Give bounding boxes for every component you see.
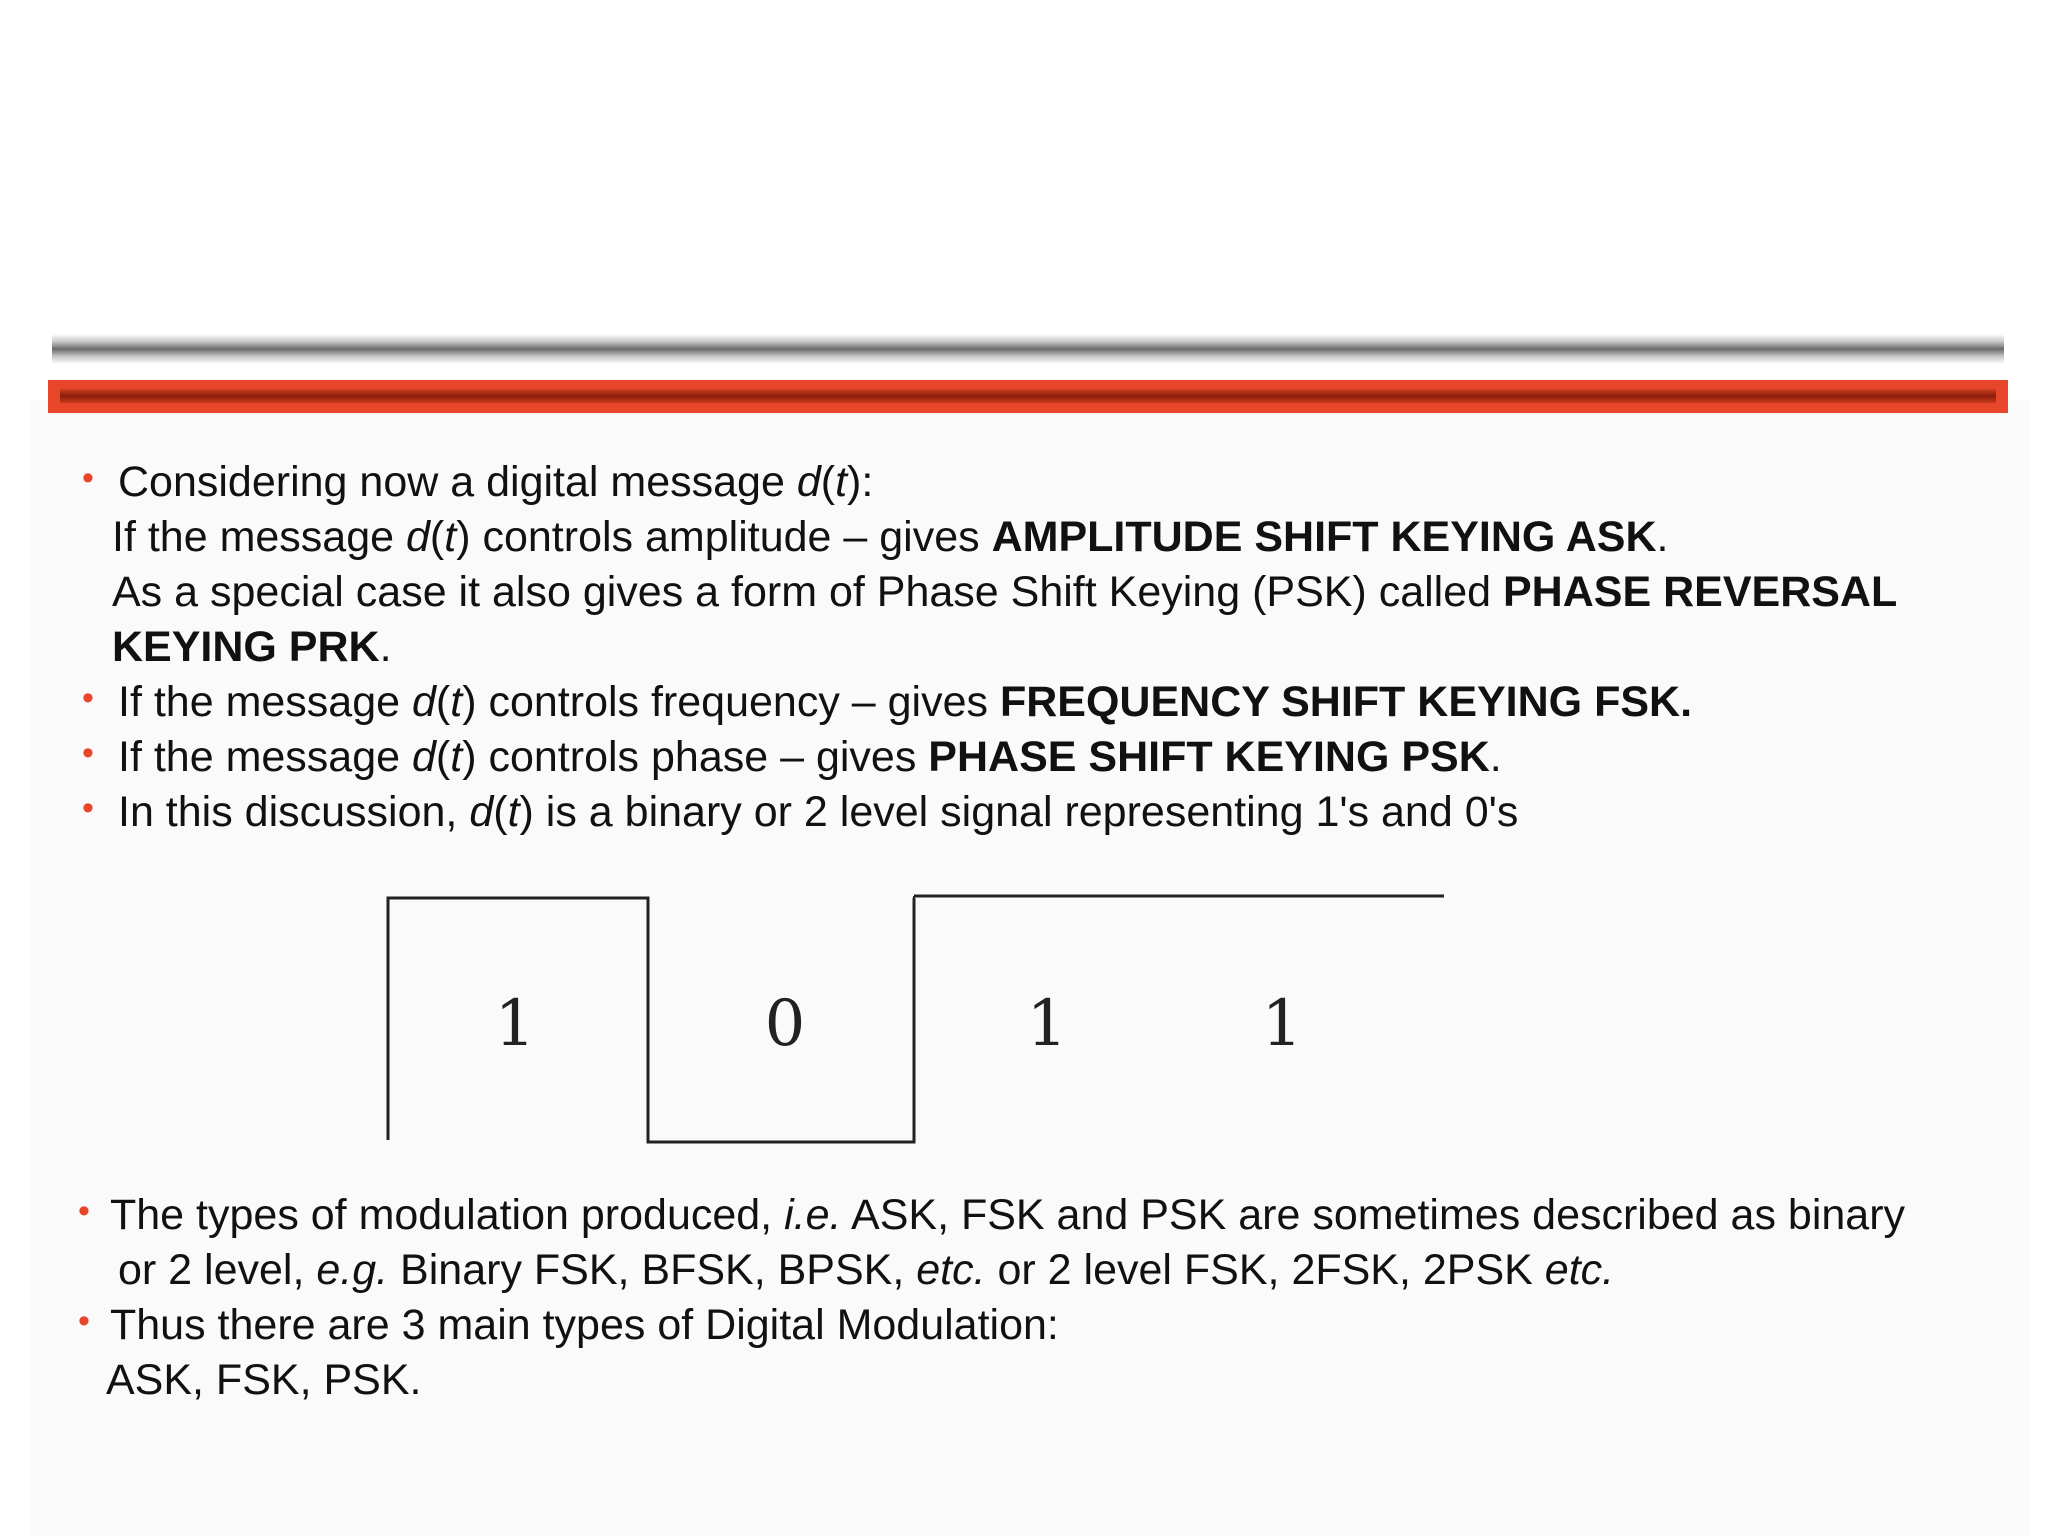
line-binary-examples: or 2 level, e.g. Binary FSK, BFSK, BPSK, etc. or 2 level FSK, 2FSK, 2PSK etc. <box>118 1246 1615 1294</box>
line-prk-1: As a special case it also gives a form of Phase Shift Keying (PSK) called PHASE REVERSAL <box>112 568 1898 616</box>
binary-waveform-diagram <box>380 890 1460 1150</box>
line-ask: If the message d(t) controls amplitude – gives AMPLITUDE SHIFT KEYING ASK. <box>112 513 1669 561</box>
bit-label-4: 1 <box>1261 987 1303 1061</box>
line-prk-2: KEYING PRK. <box>112 623 392 671</box>
bit-label-3: 1 <box>1026 987 1068 1061</box>
bit-label-1: 1 <box>494 987 536 1061</box>
bullet-psk: • If the message d(t) controls phase – gives PHASE SHIFT KEYING PSK. <box>84 730 2024 785</box>
waveform-line <box>388 898 914 1142</box>
line-ask-fsk-psk: ASK, FSK, PSK. <box>106 1356 422 1404</box>
binary-waveform-svg <box>380 890 1460 1150</box>
bullet-digital-message: • Considering now a digital message d(t): <box>84 455 2024 510</box>
bit-label-2: 0 <box>764 987 806 1061</box>
header-gray-rule <box>52 334 2004 364</box>
bottom-bullet-list <box>80 1188 2020 1408</box>
bullet-binary-signal: • In this discussion, d(t) is a binary or 2 level signal representing 1's and 0's <box>84 785 2024 840</box>
top-bullet-list <box>84 455 2024 840</box>
bullet-fsk: • If the message d(t) controls frequency – gives FREQUENCY SHIFT KEYING FSK. <box>84 675 2024 730</box>
bullet-three-types: • Thus there are 3 main types of Digital Modulation: <box>80 1298 2020 1353</box>
bullet-modulation-types: • The types of modulation produced, i.e. ASK, FSK and PSK are sometimes described as binary <box>80 1188 2020 1243</box>
header-red-rule <box>48 380 2008 413</box>
